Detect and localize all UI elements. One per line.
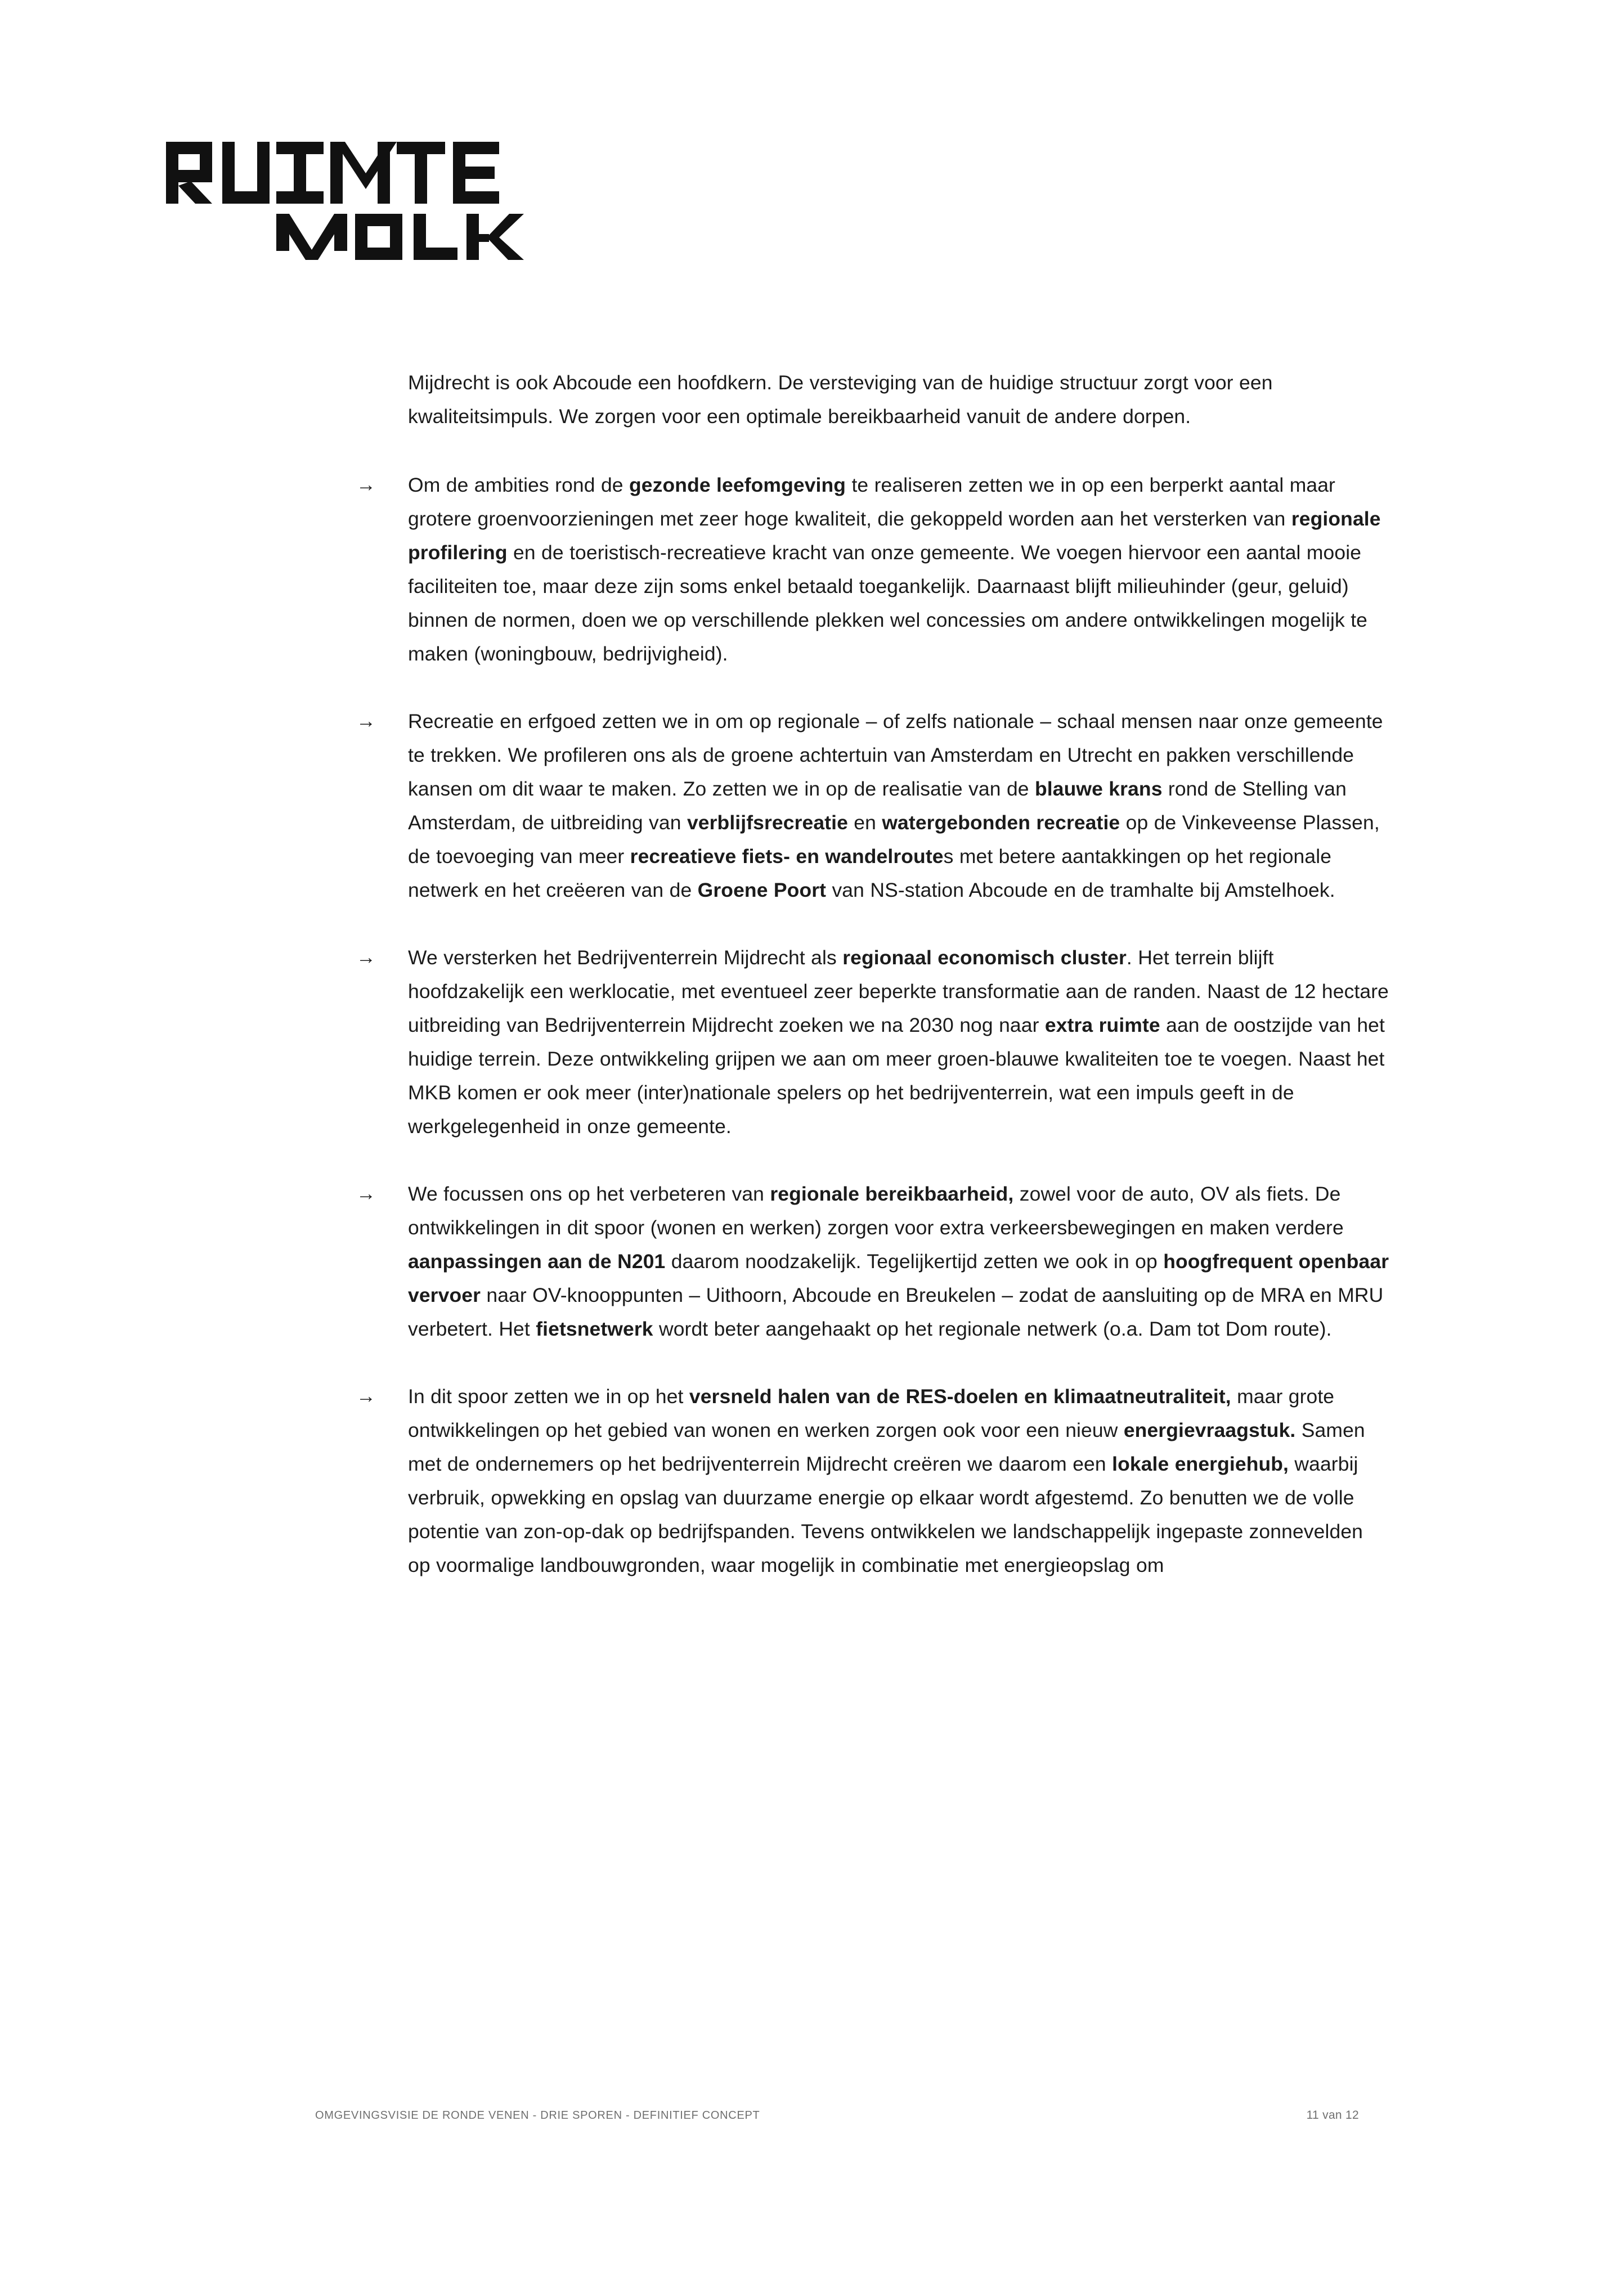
emphasis-term: verblijfsrecreatie bbox=[687, 811, 848, 834]
emphasis-term: blauwe krans bbox=[1035, 778, 1163, 800]
emphasis-term: regionale bereikbaarheid, bbox=[770, 1183, 1014, 1205]
footer-page-number: 11 van 12 bbox=[1306, 2109, 1359, 2122]
bullet-item-res-doelen-klimaatneutraliteit bbox=[356, 1380, 1390, 1582]
emphasis-term: regionale profilering bbox=[408, 507, 1381, 564]
bullet-item-gezonde-leefomgeving bbox=[356, 468, 1390, 671]
arrow-right-icon: → bbox=[356, 1183, 376, 1205]
intro-paragraph: Mijdrecht is ook Abcoude een hoofdkern. De versteviging van de huidige structuur zorgt voor een kwaliteitsimpuls. We zorgen voor een optimale bereikbaarheid vanuit de andere dorpen. bbox=[408, 371, 1273, 428]
bullet-item-bedrijventerrein-mijdrecht bbox=[356, 941, 1390, 1143]
page-footer bbox=[315, 2109, 1359, 2122]
emphasis-term: aanpassingen aan de N201 bbox=[408, 1250, 666, 1273]
emphasis-term: watergebonden recreatie bbox=[882, 811, 1120, 834]
bullet-item-regionale-bereikbaarheid bbox=[356, 1177, 1390, 1346]
arrow-right-icon: → bbox=[356, 474, 376, 496]
emphasis-term: gezonde leefomgeving bbox=[629, 474, 846, 496]
bullet-item-recreatie-en-erfgoed bbox=[356, 704, 1390, 907]
document-body bbox=[356, 366, 1390, 1616]
emphasis-term: energievraagstuk. bbox=[1123, 1419, 1296, 1441]
arrow-right-icon: → bbox=[356, 946, 376, 968]
emphasis-term: regionaal economisch cluster bbox=[842, 946, 1127, 969]
bullet-text: Recreatie en erfgoed zetten we in om op regionale – of zelfs nationale – schaal mensen naar onze gemeente te trekken. We profileren ons als de groene achtertuin van Amsterdam en Utrecht en pakken verschillende kansen om dit waar te maken. Zo zetten we in op de realisatie van de blauwe krans rond de Stelling van Amsterdam, de uitbreiding van verblijfsrecreatie en watergebonden recreatie op de Vinkeveense Plassen, de toevoeging van meer recreatieve fiets- en wandelroutes met betere aantakkingen op het regionale netwerk en het creëeren van de Groene Poort van NS-station Abcoude en de tramhalte bij Amstelhoek. bbox=[408, 710, 1383, 901]
arrow-right-icon: → bbox=[356, 710, 376, 732]
bullet-text: In dit spoor zetten we in op het versneld halen van de RES-doelen en klimaatneutraliteit, maar grote ontwikkelingen op het gebied van wonen en werken zorgen ook voor een nieuw energievraagstuk. Samen met de ondernemers op het bedrijventerrein Mijdrecht creëren we daarom een lokale energiehub, waarbij verbruik, opwekking en opslag van duurzame energie op elkaar wordt afgestemd. Zo benutten we de volle potentie van zon-op-dak op bedrijfspanden. Tevens ontwikkelen we landschappelijk ingepaste zonnevelden op voormalige landbouwgronden, waar mogelijk in combinatie met energieopslag om bbox=[408, 1385, 1365, 1576]
arrow-right-icon: → bbox=[356, 1385, 376, 1407]
emphasis-term: hoogfrequent openbaar vervoer bbox=[408, 1250, 1389, 1306]
bullet-list bbox=[356, 468, 1390, 1582]
emphasis-term: recreatieve fiets- en wandelroute bbox=[630, 845, 944, 868]
bullet-text: We versterken het Bedrijventerrein Mijdrecht als regionaal economisch cluster. Het terrein blijft hoofdzakelijk een werklocatie, met eventueel zeer beperkte transformatie aan de randen. Naast de 12 hectare uitbreiding van Bedrijventerrein Mijdrecht zoeken we na 2030 nog naar extra ruimte aan de oostzijde van het huidige terrein. Deze ontwikkeling grijpen we aan om meer groen-blauwe kwaliteiten toe te voegen. Naast het MKB komen er ook meer (inter)nationale spelers op het bedrijventerrein, wat een impuls geeft in de werkgelegenheid in onze gemeente. bbox=[408, 946, 1389, 1138]
logo-glyphs bbox=[166, 142, 524, 260]
bullet-text: We focussen ons op het verbeteren van regionale bereikbaarheid, zowel voor de auto, OV als fiets. De ontwikkelingen in dit spoor (wonen en werken) zorgen voor extra verkeersbewegingen en maken verdere aanpassingen aan de N201 daarom noodzakelijk. Tegelijkertijd zetten we ook in op hoogfrequent openbaar vervoer naar OV-knooppunten – Uithoorn, Abcoude en Breukelen – zodat de aansluiting op de MRA en MRU verbetert. Het fietsnetwerk wordt beter aangehaakt op het regionale netwerk (o.a. Dam tot Dom route). bbox=[408, 1183, 1389, 1340]
emphasis-term: versneld halen van de RES-doelen en klimaatneutraliteit, bbox=[689, 1385, 1231, 1408]
emphasis-term: extra ruimte bbox=[1044, 1014, 1160, 1036]
ruimtevolk-logo bbox=[166, 125, 560, 260]
bullet-text: Om de ambities rond de gezonde leefomgeving te realiseren zetten we in op een berperkt aantal maar grotere groenvoorzieningen met zeer hoge kwaliteit, die gekoppeld worden aan het versterken van regionale profilering en de toeristisch-recreatieve kracht van onze gemeente. We voegen hiervoor een aantal mooie faciliteiten toe, maar deze zijn soms enkel betaald toegankelijk. Daarnaast blijft milieuhinder (geur, geluid) binnen de normen, doen we op verschillende plekken wel concessies om andere ontwikkelingen mogelijk te maken (woningbouw, bedrijvigheid). bbox=[408, 474, 1381, 665]
emphasis-term: Groene Poort bbox=[697, 879, 827, 901]
emphasis-term: lokale energiehub, bbox=[1112, 1453, 1289, 1475]
emphasis-term: fietsnetwerk bbox=[536, 1318, 653, 1340]
footer-document-title: OMGEVINGSVISIE DE RONDE VENEN - DRIE SPOREN - DEFINITIEF CONCEPT bbox=[315, 2109, 760, 2122]
